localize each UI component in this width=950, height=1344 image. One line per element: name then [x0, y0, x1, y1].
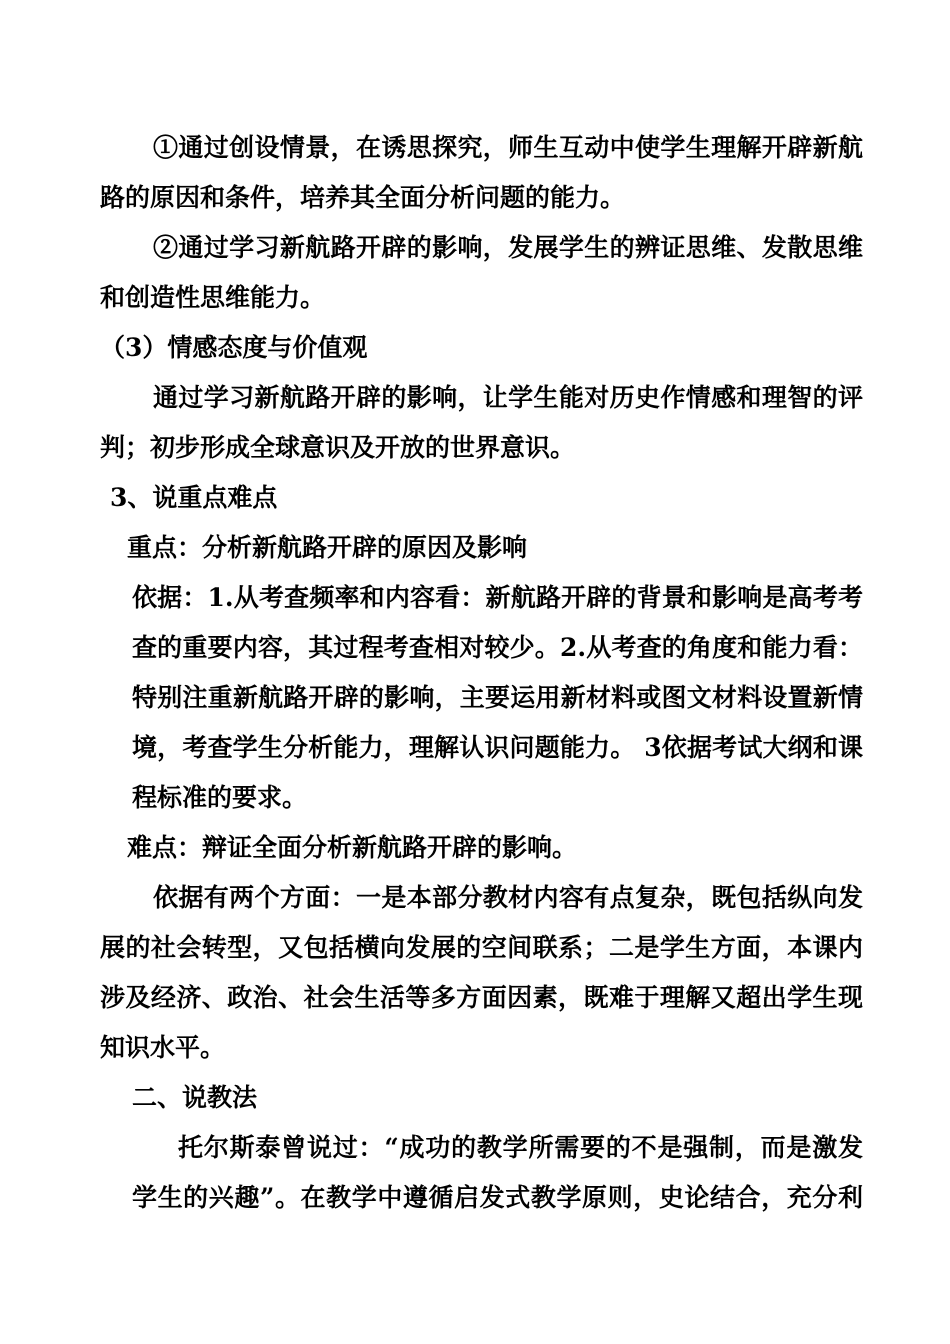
difficulty-basis-line-4: 知识水平。 — [100, 1033, 226, 1062]
key-point-line: 重点：分析新航路开辟的原因及影响 — [127, 533, 528, 562]
basis-line-3: 特别注重新航路开辟的影响，主要运用新材料或图文材料设置新情 — [132, 683, 863, 712]
difficulty-basis-line-1: 依据有两个方面：一是本部分教材内容有点复杂，既包括纵向发 — [153, 883, 863, 912]
section-heading-teaching-method: 二、说教法 — [132, 1083, 258, 1112]
difficulty-basis-line-2: 展的社会转型，又包括横向发展的空间联系；二是学生方面，本课内 — [100, 933, 863, 962]
teaching-method-line-1: 托尔斯泰曾说过：“成功的教学所需要的不是强制，而是激发 — [178, 1133, 863, 1162]
difficulty-line: 难点：辩证全面分析新航路开辟的影响。 — [127, 833, 578, 862]
section-heading-emotion: （3）情感态度与价值观 — [100, 333, 368, 362]
basis-line-5: 程标准的要求。 — [132, 783, 308, 812]
paragraph-line-7: 判；初步形成全球意识及开放的世界意识。 — [100, 433, 576, 462]
paragraph-line-1: ①通过创设情景，在诱思探究，师生互动中使学生理解开辟新航 — [153, 133, 863, 162]
section-heading-key-points: 3、说重点难点 — [110, 483, 278, 512]
basis-line-2: 查的重要内容，其过程考查相对较少。2.从考查的角度和能力看： — [132, 633, 863, 662]
paragraph-line-3: ②通过学习新航路开辟的影响，发展学生的辨证思维、发散思维 — [153, 233, 863, 262]
basis-line-1: 依据：1.从考查频率和内容看：新航路开辟的背景和影响是高考考 — [132, 583, 863, 612]
basis-line-4: 境，考查学生分析能力，理解认识问题能力。 3依据考试大纲和课 — [132, 733, 863, 762]
paragraph-line-2: 路的原因和条件，培养其全面分析问题的能力。 — [100, 183, 626, 212]
difficulty-basis-line-3: 涉及经济、政治、社会生活等多方面因素，既难于理解又超出学生现 — [100, 983, 863, 1012]
paragraph-line-4: 和创造性思维能力。 — [100, 283, 326, 312]
paragraph-line-6: 通过学习新航路开辟的影响，让学生能对历史作情感和理智的评 — [153, 383, 863, 412]
teaching-method-line-2: 学生的兴趣”。在教学中遵循启发式教学原则，史论结合，充分利 — [132, 1183, 863, 1212]
